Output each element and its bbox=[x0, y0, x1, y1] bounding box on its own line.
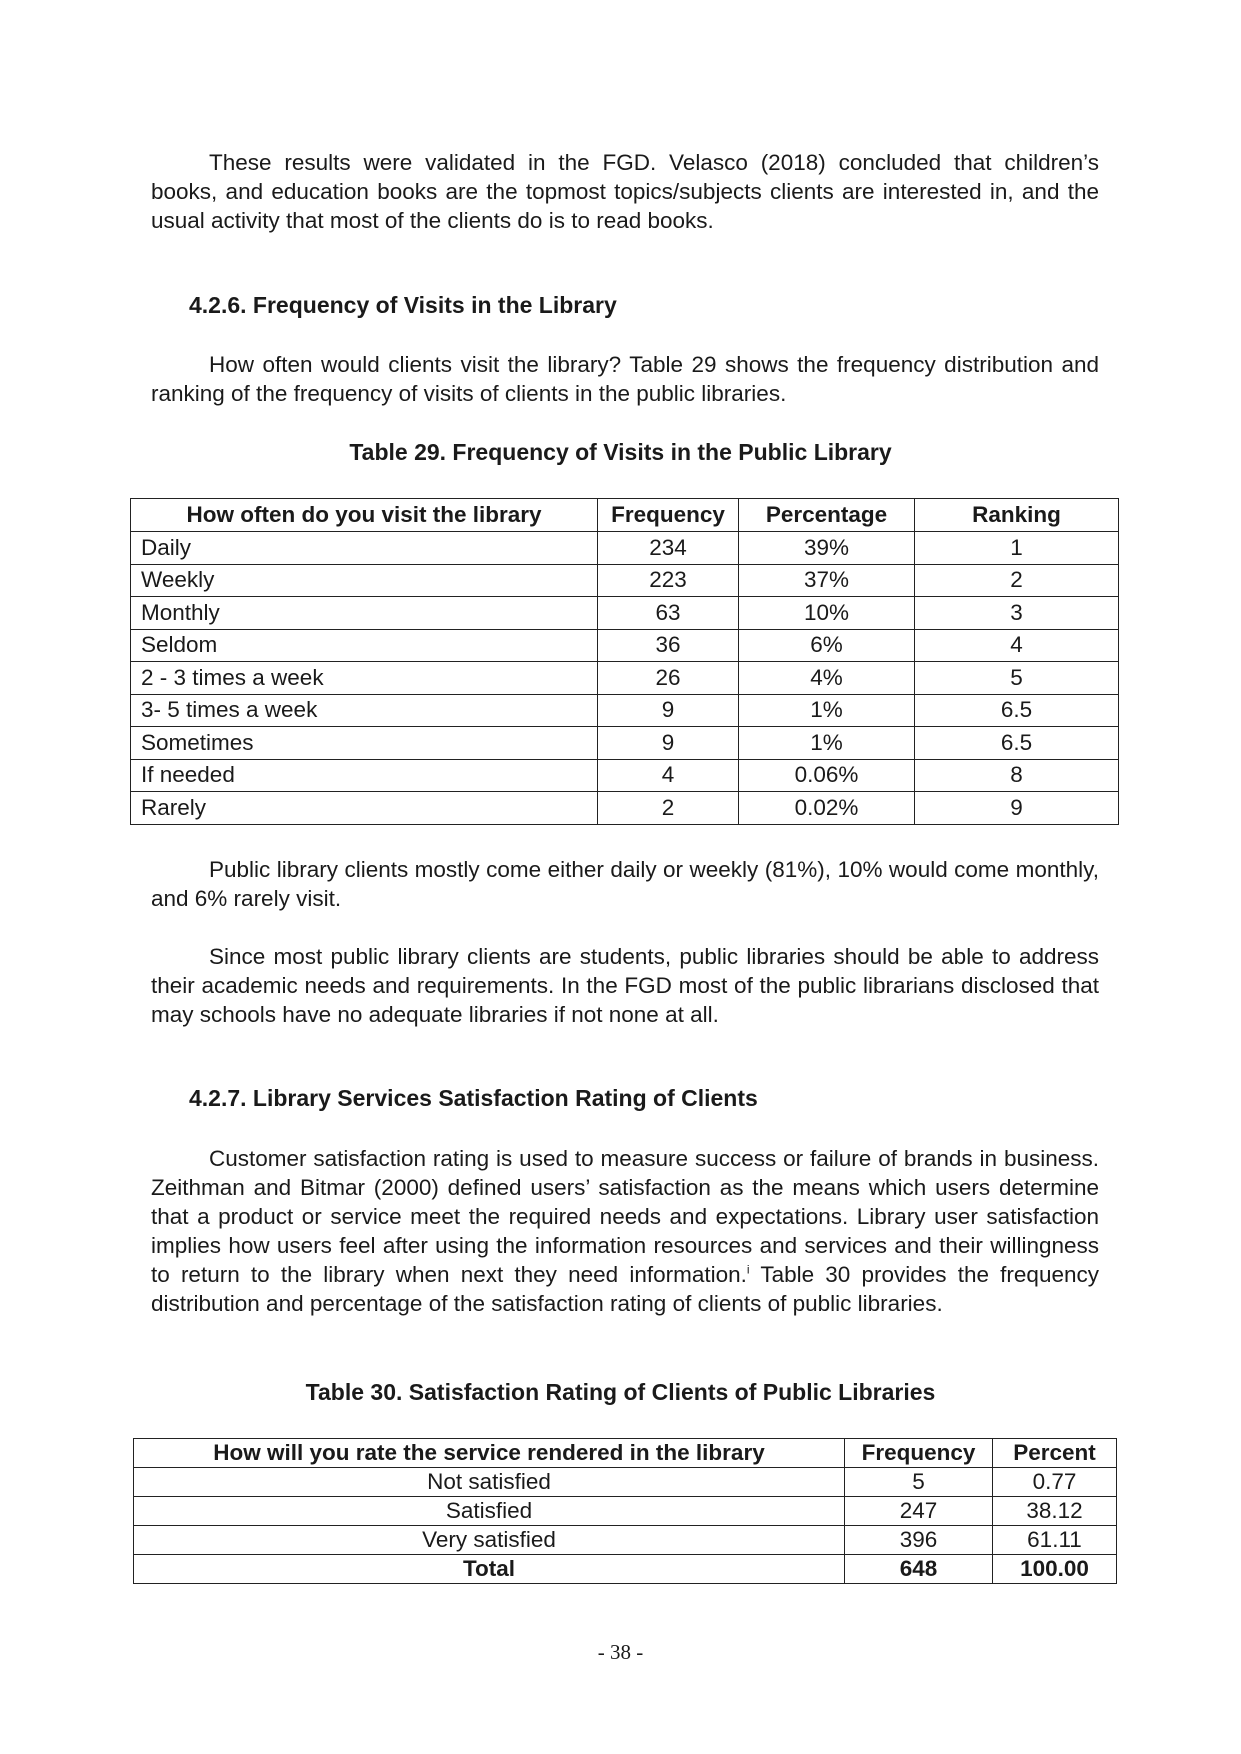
cell-percent: 38.12 bbox=[993, 1497, 1117, 1526]
table-row bbox=[134, 1497, 1117, 1526]
cell-ranking: 6.5 bbox=[915, 727, 1119, 760]
cell-percentage: 0.02% bbox=[739, 792, 915, 825]
column-header-percentage: Percentage bbox=[739, 499, 915, 532]
cell-percent: 61.11 bbox=[993, 1526, 1117, 1555]
section-heading-4-2-7: 4.2.7. Library Services Satisfaction Rating of Clients bbox=[189, 1085, 758, 1111]
column-header-visit: How often do you visit the library bbox=[131, 499, 598, 532]
cell-ranking: 9 bbox=[915, 792, 1119, 825]
table-row bbox=[131, 662, 1119, 695]
table-row bbox=[134, 1526, 1117, 1555]
table-row bbox=[131, 564, 1119, 597]
cell-frequency: 9 bbox=[598, 727, 739, 760]
table-header-row bbox=[134, 1439, 1117, 1468]
cell-ranking: 4 bbox=[915, 629, 1119, 662]
column-header-rating: How will you rate the service rendered in the library bbox=[134, 1439, 845, 1468]
cell-frequency: 26 bbox=[598, 662, 739, 695]
cell-frequency: 247 bbox=[845, 1497, 993, 1526]
cell-visit: 3- 5 times a week bbox=[131, 694, 598, 727]
cell-ranking: 2 bbox=[915, 564, 1119, 597]
cell-frequency: 4 bbox=[598, 759, 739, 792]
cell-percentage: 10% bbox=[739, 597, 915, 630]
cell-visit: 2 - 3 times a week bbox=[131, 662, 598, 695]
cell-rating: Satisfied bbox=[134, 1497, 845, 1526]
table-row bbox=[131, 694, 1119, 727]
cell-visit: Seldom bbox=[131, 629, 598, 662]
cell-ranking: 1 bbox=[915, 532, 1119, 565]
table-row bbox=[131, 532, 1119, 565]
cell-ranking: 8 bbox=[915, 759, 1119, 792]
table-30 bbox=[133, 1438, 1117, 1584]
cell-total-frequency: 648 bbox=[845, 1555, 993, 1584]
column-header-ranking: Ranking bbox=[915, 499, 1119, 532]
cell-percentage: 1% bbox=[739, 694, 915, 727]
cell-visit: If needed bbox=[131, 759, 598, 792]
cell-percentage: 4% bbox=[739, 662, 915, 695]
cell-visit: Daily bbox=[131, 532, 598, 565]
cell-rating: Very satisfied bbox=[134, 1526, 845, 1555]
cell-ranking: 5 bbox=[915, 662, 1119, 695]
table-total-row bbox=[134, 1555, 1117, 1584]
page-number: - 38 - bbox=[597, 1640, 644, 1664]
cell-total-percent: 100.00 bbox=[993, 1555, 1117, 1584]
cell-visit: Sometimes bbox=[131, 727, 598, 760]
section-4-2-6-paragraph: How often would clients visit the library? Table 29 shows the frequency distribution and ranking of the frequency of visits of clients in the public libraries. bbox=[151, 352, 1099, 406]
cell-frequency: 63 bbox=[598, 597, 739, 630]
table-29 bbox=[130, 498, 1119, 825]
cell-percentage: 6% bbox=[739, 629, 915, 662]
cell-ranking: 3 bbox=[915, 597, 1119, 630]
table-row bbox=[131, 597, 1119, 630]
table-row bbox=[131, 629, 1119, 662]
intro-paragraph: These results were validated in the FGD. Velasco (2018) concluded that children’s books, and education books are the topmost topics/subjects clients are interested in, and the usual activity that most of the clients do is to read books. bbox=[151, 150, 1099, 233]
cell-frequency: 396 bbox=[845, 1526, 993, 1555]
cell-visit: Rarely bbox=[131, 792, 598, 825]
table-row bbox=[134, 1468, 1117, 1497]
cell-frequency: 36 bbox=[598, 629, 739, 662]
cell-visit: Monthly bbox=[131, 597, 598, 630]
column-header-frequency: Frequency bbox=[598, 499, 739, 532]
cell-frequency: 9 bbox=[598, 694, 739, 727]
table-29-caption: Table 29. Frequency of Visits in the Public Library bbox=[349, 439, 892, 465]
table-30-caption: Table 30. Satisfaction Rating of Clients of Public Libraries bbox=[305, 1379, 936, 1405]
cell-percentage: 1% bbox=[739, 727, 915, 760]
column-header-frequency: Frequency bbox=[845, 1439, 993, 1468]
footnote-marker: i bbox=[746, 1262, 750, 1277]
cell-ranking: 6.5 bbox=[915, 694, 1119, 727]
table-row bbox=[131, 727, 1119, 760]
cell-frequency: 2 bbox=[598, 792, 739, 825]
section-4-2-7-paragraph: Customer satisfaction rating is used to measure success or failure of brands in business. Zeithman and Bitmar (2000) defined users’ satisfaction as the means which users determine that a product or service meet the required needs and expectations. Library user satisfaction implies how users feel after using the information resources and services and their willingness to return to the library when next they need information.$^i$ Table 30 provides the frequency distribution and percentage of the satisfaction rating of clients of public libraries. bbox=[151, 1146, 1099, 1316]
table-header-row bbox=[131, 499, 1119, 532]
column-header-percent: Percent bbox=[993, 1439, 1117, 1468]
cell-frequency: 223 bbox=[598, 564, 739, 597]
cell-rating: Not satisfied bbox=[134, 1468, 845, 1497]
section-heading-4-2-6: 4.2.6. Frequency of Visits in the Library bbox=[189, 292, 617, 318]
cell-visit: Weekly bbox=[131, 564, 598, 597]
table-row bbox=[131, 792, 1119, 825]
summary-paragraph: Public library clients mostly come either daily or weekly (81%), 10% would come monthly, and 6% rarely visit. bbox=[151, 857, 1099, 911]
cell-percent: 0.77 bbox=[993, 1468, 1117, 1497]
cell-percentage: 39% bbox=[739, 532, 915, 565]
cell-percentage: 37% bbox=[739, 564, 915, 597]
cell-frequency: 234 bbox=[598, 532, 739, 565]
table-row bbox=[131, 759, 1119, 792]
cell-percentage: 0.06% bbox=[739, 759, 915, 792]
cell-frequency: 5 bbox=[845, 1468, 993, 1497]
students-paragraph: Since most public library clients are students, public libraries should be able to address their academic needs and requirements. In the FGD most of the public librarians disclosed that may schools have no adequate libraries if not none at all. bbox=[151, 944, 1099, 1027]
cell-total-label: Total bbox=[134, 1555, 845, 1584]
